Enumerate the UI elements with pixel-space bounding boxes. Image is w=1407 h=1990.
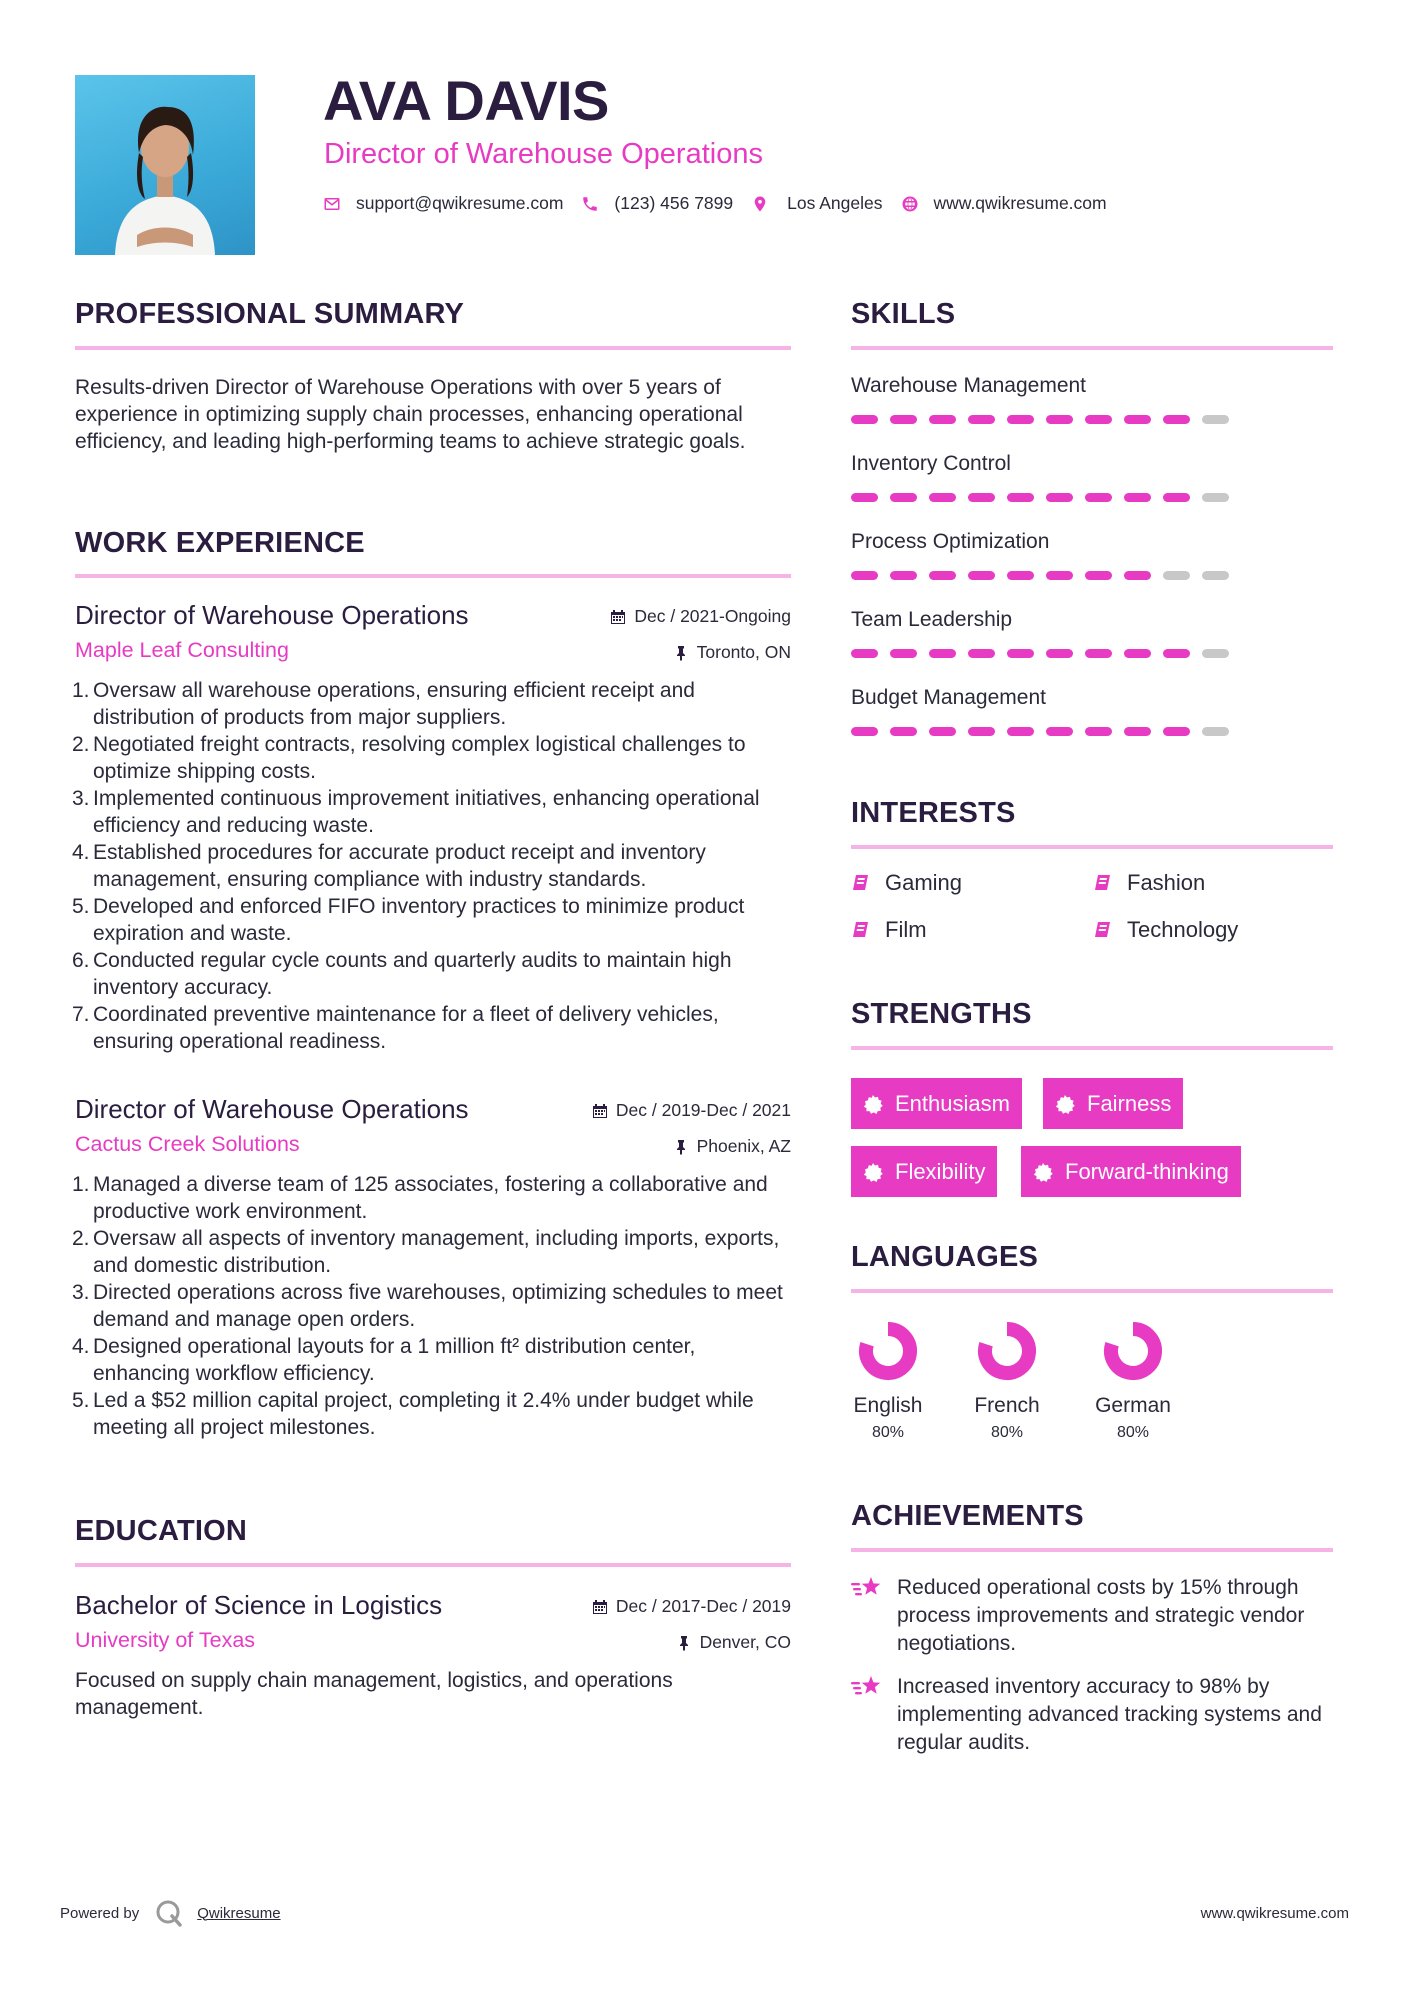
phone-icon <box>581 195 599 213</box>
badge-icon <box>863 1162 883 1182</box>
education-location: Denver, CO <box>676 1632 791 1653</box>
language-name: French <box>974 1394 1040 1417</box>
skill-item <box>851 686 1331 736</box>
skill-level-segment <box>1124 415 1151 424</box>
skill-level-segment <box>929 649 956 658</box>
summary-heading: PROFESSIONAL SUMMARY <box>75 298 465 330</box>
skill-level-segment <box>851 415 878 424</box>
skill-level-segment <box>968 571 995 580</box>
language-ring <box>857 1320 919 1382</box>
list-item: 4. Established procedures for accurate product receipt and inventory management, ensuring compliance with industry standards. <box>72 841 706 891</box>
skill-level-segment <box>1124 493 1151 502</box>
skill-level-segment <box>1124 571 1151 580</box>
job-entry-2 <box>72 1094 791 1441</box>
interest-item: Gaming <box>851 870 962 896</box>
skill-level-segment <box>1046 493 1073 502</box>
language-item <box>1078 1320 1188 1442</box>
education-date: Dec / 2017-Dec / 2019 <box>592 1596 791 1617</box>
powered-by-label: Powered by <box>60 1904 140 1922</box>
experience-divider <box>75 574 791 578</box>
interest-item: Technology <box>1093 917 1238 943</box>
skills-divider <box>851 346 1333 350</box>
language-item <box>952 1320 1062 1442</box>
contact-bar <box>323 193 1125 214</box>
skill-level-segment <box>1085 649 1112 658</box>
skill-level-bar <box>851 415 1331 424</box>
list-item: 5. Developed and enforced FIFO inventory practices to minimize product expiration and waste. <box>72 895 745 945</box>
list-item: 4. Designed operational layouts for a 1 million ft² distribution center, enhancing workflow efficiency. <box>72 1335 696 1385</box>
skill-level-segment <box>890 571 917 580</box>
skill-level-segment <box>1085 571 1112 580</box>
pin-icon <box>673 645 689 661</box>
interest-item: Fashion <box>1093 870 1205 896</box>
skill-level-segment <box>1046 727 1073 736</box>
job-company: Maple Leaf Consulting <box>75 638 289 662</box>
badge-icon <box>863 1094 883 1114</box>
job-entry-1 <box>72 600 791 1055</box>
job-company: Cactus Creek Solutions <box>75 1132 300 1156</box>
list-item: 6. Conducted regular cycle counts and quarterly audits to maintain high inventory accuracy. <box>72 949 732 999</box>
achievement-text: Increased inventory accuracy to 98% by implementing advanced tracking systems and regular audits. <box>897 1675 1322 1754</box>
skill-level-segment <box>968 727 995 736</box>
candidate-title: Director of Warehouse Operations <box>324 138 763 170</box>
skill-level-segment <box>1046 415 1073 424</box>
skill-level-segment <box>1124 649 1151 658</box>
list-item: 7. Coordinated preventive maintenance for a fleet of delivery vehicles, ensuring operational readiness. <box>72 1003 719 1053</box>
pin-icon <box>676 1635 692 1651</box>
skill-level-segment <box>1046 649 1073 658</box>
skill-name: Warehouse Management <box>851 374 1087 397</box>
skill-name: Inventory Control <box>851 452 1011 475</box>
achievements-divider <box>851 1548 1333 1552</box>
mail-icon <box>323 195 341 213</box>
strength-tag: Forward-thinking <box>1021 1146 1241 1197</box>
education-description: Focused on supply chain management, logistics, and operations management. <box>75 1669 673 1719</box>
summary-divider <box>75 346 791 350</box>
skill-name: Budget Management <box>851 686 1046 709</box>
skill-level-segment <box>1046 571 1073 580</box>
skill-level-segment <box>890 493 917 502</box>
skill-name: Team Leadership <box>851 608 1013 631</box>
calendar-icon <box>610 609 626 625</box>
education-entry <box>75 1590 791 1721</box>
contact-website[interactable]: www.qwikresume.com <box>901 193 1107 214</box>
skill-level-segment <box>1007 727 1034 736</box>
strength-tag: Flexibility <box>851 1146 997 1197</box>
language-ring <box>1102 1320 1164 1382</box>
skill-level-segment <box>851 727 878 736</box>
language-item <box>833 1320 943 1442</box>
skill-level-segment <box>1124 727 1151 736</box>
language-percent: 80% <box>1116 1424 1150 1441</box>
job-bullets <box>72 677 791 1055</box>
map-pin-icon <box>751 195 769 213</box>
achievements-heading: ACHIEVEMENTS <box>851 1500 1084 1532</box>
skill-item <box>851 608 1331 658</box>
skill-level-segment <box>1202 649 1229 658</box>
skill-level-segment <box>1007 649 1034 658</box>
book-icon <box>1093 873 1113 893</box>
contact-location: Los Angeles <box>751 193 882 214</box>
skill-level-segment <box>1202 571 1229 580</box>
badge-icon <box>1055 1094 1075 1114</box>
footer-website[interactable]: www.qwikresume.com <box>1200 1905 1349 1922</box>
interest-item: Film <box>851 917 927 943</box>
contact-phone[interactable]: (123) 456 7899 <box>581 193 733 214</box>
list-item: 1. Managed a diverse team of 125 associates, fostering a collaborative and productive work environment. <box>72 1173 768 1223</box>
badge-icon <box>1033 1162 1053 1182</box>
contact-email[interactable]: support@qwikresume.com <box>323 193 563 214</box>
education-heading: EDUCATION <box>75 1515 248 1547</box>
strengths-heading: STRENGTHS <box>851 998 1032 1030</box>
skill-level-segment <box>1163 415 1190 424</box>
calendar-icon <box>592 1599 608 1615</box>
language-percent: 80% <box>990 1424 1024 1441</box>
skill-level-segment <box>968 493 995 502</box>
skill-level-segment <box>851 493 878 502</box>
skill-item <box>851 530 1331 580</box>
skill-level-segment <box>1085 727 1112 736</box>
job-date: Dec / 2019-Dec / 2021 <box>592 1100 791 1121</box>
experience-heading: WORK EXPERIENCE <box>75 527 365 559</box>
job-location: Toronto, ON <box>673 642 791 663</box>
shooting-star-icon <box>851 1674 883 1700</box>
language-name: English <box>853 1394 923 1417</box>
achievement-item <box>851 1673 1341 1757</box>
skill-level-segment <box>1007 571 1034 580</box>
education-divider <box>75 1563 791 1567</box>
school-name: University of Texas <box>75 1628 256 1652</box>
list-item: 2. Negotiated freight contracts, resolving complex logistical challenges to optimize shipping costs. <box>72 733 746 783</box>
skill-level-segment <box>968 415 995 424</box>
skill-level-segment <box>1202 727 1229 736</box>
list-item: 5. Led a $52 million capital project, completing it 2.4% under budget while meeting all project milestones. <box>72 1389 754 1439</box>
list-item: 2. Oversaw all aspects of inventory management, including imports, exports, and domestic distribution. <box>72 1227 780 1277</box>
strengths-divider <box>851 1046 1333 1050</box>
achievement-text: Reduced operational costs by 15% through process improvements and strategic vendor negotiations. <box>897 1576 1305 1655</box>
skill-level-segment <box>851 571 878 580</box>
job-date: Dec / 2021-Ongoing <box>610 606 791 627</box>
language-percent: 80% <box>871 1424 905 1441</box>
job-role: Director of Warehouse Operations <box>75 1094 469 1124</box>
summary-text: Results-driven Director of Warehouse Operations with over 5 years of experience in optimizing supply chain processes, enhancing operational efficiency, and leading high-performing teams to achieve strategic goals. <box>75 376 746 453</box>
skill-level-segment <box>1085 493 1112 502</box>
language-ring <box>976 1320 1038 1382</box>
list-item: 3. Implemented continuous improvement initiatives, enhancing operational efficiency and reducing waste. <box>72 787 760 837</box>
skill-level-segment <box>851 649 878 658</box>
book-icon <box>851 920 871 940</box>
skill-level-bar <box>851 493 1331 502</box>
skill-level-segment <box>929 493 956 502</box>
pin-icon <box>673 1139 689 1155</box>
skill-item <box>851 452 1331 502</box>
skill-level-segment <box>929 415 956 424</box>
job-location: Phoenix, AZ <box>673 1136 791 1157</box>
job-bullets <box>72 1171 791 1441</box>
skill-level-bar <box>851 649 1331 658</box>
profile-photo <box>75 75 255 255</box>
globe-icon <box>901 195 919 213</box>
skills-heading: SKILLS <box>851 298 956 330</box>
job-role: Director of Warehouse Operations <box>75 600 469 630</box>
interests-divider <box>851 845 1333 849</box>
skill-level-segment <box>968 649 995 658</box>
skill-level-segment <box>1007 493 1034 502</box>
book-icon <box>1093 920 1113 940</box>
degree-name: Bachelor of Science in Logistics <box>75 1590 443 1620</box>
skill-level-segment <box>890 415 917 424</box>
list-item: 1. Oversaw all warehouse operations, ensuring efficient receipt and distribution of products from major suppliers. <box>72 679 695 729</box>
languages-heading: LANGUAGES <box>851 1241 1039 1273</box>
list-item: 3. Directed operations across five warehouses, optimizing schedules to meet demand and manage open orders. <box>72 1281 783 1331</box>
skill-level-segment <box>1163 571 1190 580</box>
candidate-name: AVA DAVIS <box>323 69 609 132</box>
skill-item <box>851 374 1331 424</box>
skill-level-segment <box>929 571 956 580</box>
skill-level-bar <box>851 571 1331 580</box>
skill-name: Process Optimization <box>851 530 1050 553</box>
skill-level-segment <box>1163 727 1190 736</box>
shooting-star-icon <box>851 1575 883 1601</box>
skill-level-segment <box>1202 415 1229 424</box>
skill-level-segment <box>1163 649 1190 658</box>
skill-level-segment <box>1007 415 1034 424</box>
skill-level-segment <box>1085 415 1112 424</box>
calendar-icon <box>592 1103 608 1119</box>
qwikresume-logo-icon <box>155 1899 183 1927</box>
strength-tag: Fairness <box>1043 1078 1183 1129</box>
interests-heading: INTERESTS <box>851 797 1016 829</box>
skill-level-segment <box>1202 493 1229 502</box>
language-name: German <box>1095 1394 1171 1417</box>
qwikresume-link[interactable]: Qwikresume <box>197 1904 281 1922</box>
footer-powered-by <box>60 1899 281 1927</box>
skill-level-segment <box>890 727 917 736</box>
skill-level-segment <box>890 649 917 658</box>
skill-level-bar <box>851 727 1331 736</box>
book-icon <box>851 873 871 893</box>
skill-level-segment <box>1163 493 1190 502</box>
achievement-item <box>851 1574 1341 1658</box>
skill-level-segment <box>929 727 956 736</box>
strength-tag: Enthusiasm <box>851 1078 1022 1129</box>
languages-divider <box>851 1289 1333 1293</box>
